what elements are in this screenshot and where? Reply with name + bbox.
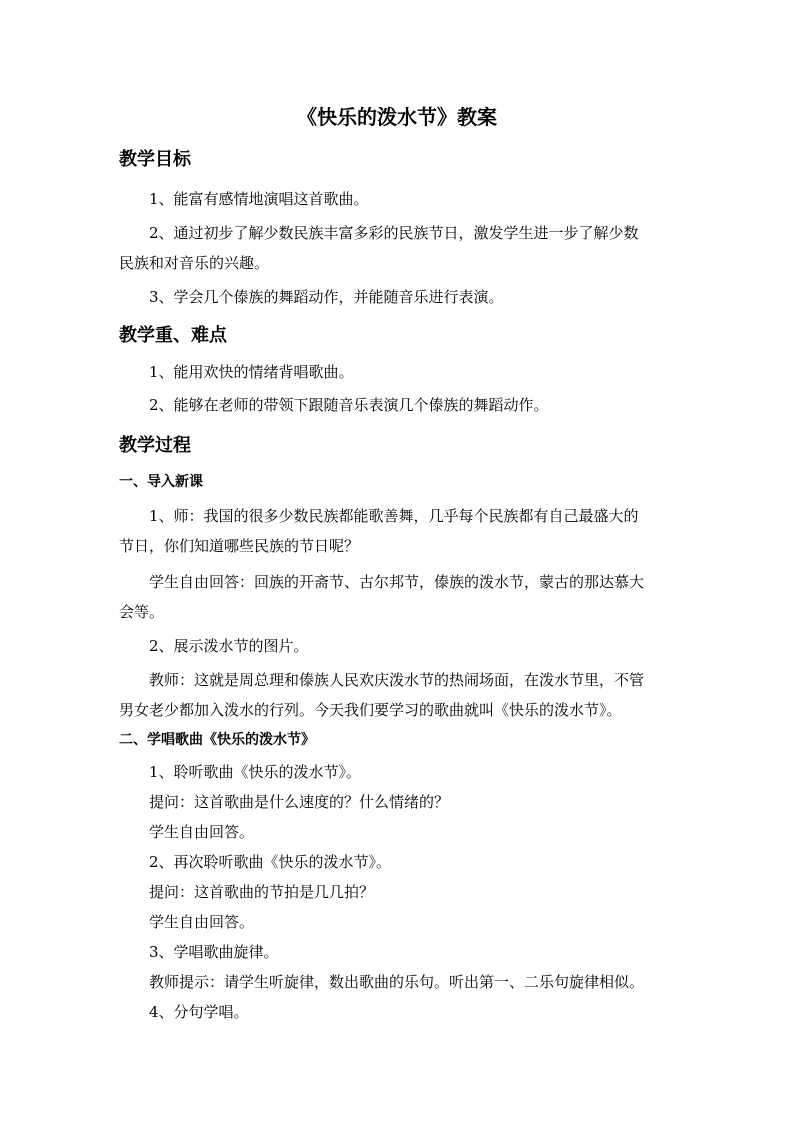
paragraph-continuation: 节日，你们知道哪些民族的节日呢？ (119, 537, 360, 555)
paragraph: 1、能用欢快的情绪背唱歌曲。 (149, 363, 354, 381)
paragraph: 1、聆听歌曲《快乐的泼水节》。 (149, 763, 362, 781)
paragraph: 2、通过初步了解少数民族丰富多彩的民族节日，激发学生进一步了解少数 (149, 224, 639, 242)
section-heading-keypoints: 教学重、难点 (119, 325, 227, 346)
paragraph-continuation: 民族和对音乐的兴趣。 (119, 254, 270, 272)
document-title: 《快乐的泼水节》教案 (297, 105, 497, 129)
paragraph: 1、能富有感情地演唱这首歌曲。 (149, 190, 369, 208)
document-body (119, 140, 679, 1025)
paragraph: 学生自由回答。 (149, 823, 255, 841)
paragraph: 教师：这就是周总理和傣族人民欢庆泼水节的热闹场面，在泼水节里，不管 (149, 671, 645, 689)
paragraph-continuation: 男女老少都加入泼水的行列。今天我们要学习的歌曲就叫《快乐的泼水节》。 (119, 701, 622, 719)
subsection-heading-learn-song: 二、学唱歌曲《快乐的泼水节》 (119, 732, 315, 748)
paragraph: 提问：这首歌曲是什么速度的？什么情绪的？ (149, 793, 450, 811)
paragraph: 学生自由回答：回族的开斋节、古尔邦节，傣族的泼水节，蒙古的那达慕大 (149, 573, 645, 591)
paragraph: 提问：这首歌曲的节拍是几几拍？ (149, 883, 375, 901)
paragraph: 2、能够在老师的带领下跟随音乐表演几个傣族的舞蹈动作。 (149, 396, 549, 414)
subsection-heading-intro: 一、导入新课 (119, 474, 203, 490)
paragraph: 3、学会几个傣族的舞蹈动作，并能随音乐进行表演。 (149, 288, 504, 306)
section-heading-process: 教学过程 (119, 435, 191, 456)
paragraph: 1、师：我国的很多少数民族都能歌善舞，几乎每个民族都有自己最盛大的 (149, 507, 639, 525)
paragraph: 学生自由回答。 (149, 913, 255, 931)
paragraph: 教师提示：请学生听旋律，数出歌曲的乐句。听出第一、二乐句旋律相似。 (149, 973, 645, 991)
paragraph: 2、再次聆听歌曲《快乐的泼水节》。 (149, 853, 392, 871)
section-heading-objectives: 教学目标 (119, 149, 191, 170)
paragraph-continuation: 会等。 (119, 603, 165, 621)
paragraph: 2、展示泼水节的图片。 (149, 637, 309, 655)
paragraph: 3、学唱歌曲旋律。 (149, 943, 279, 961)
paragraph: 4、分句学唱。 (149, 1003, 249, 1021)
